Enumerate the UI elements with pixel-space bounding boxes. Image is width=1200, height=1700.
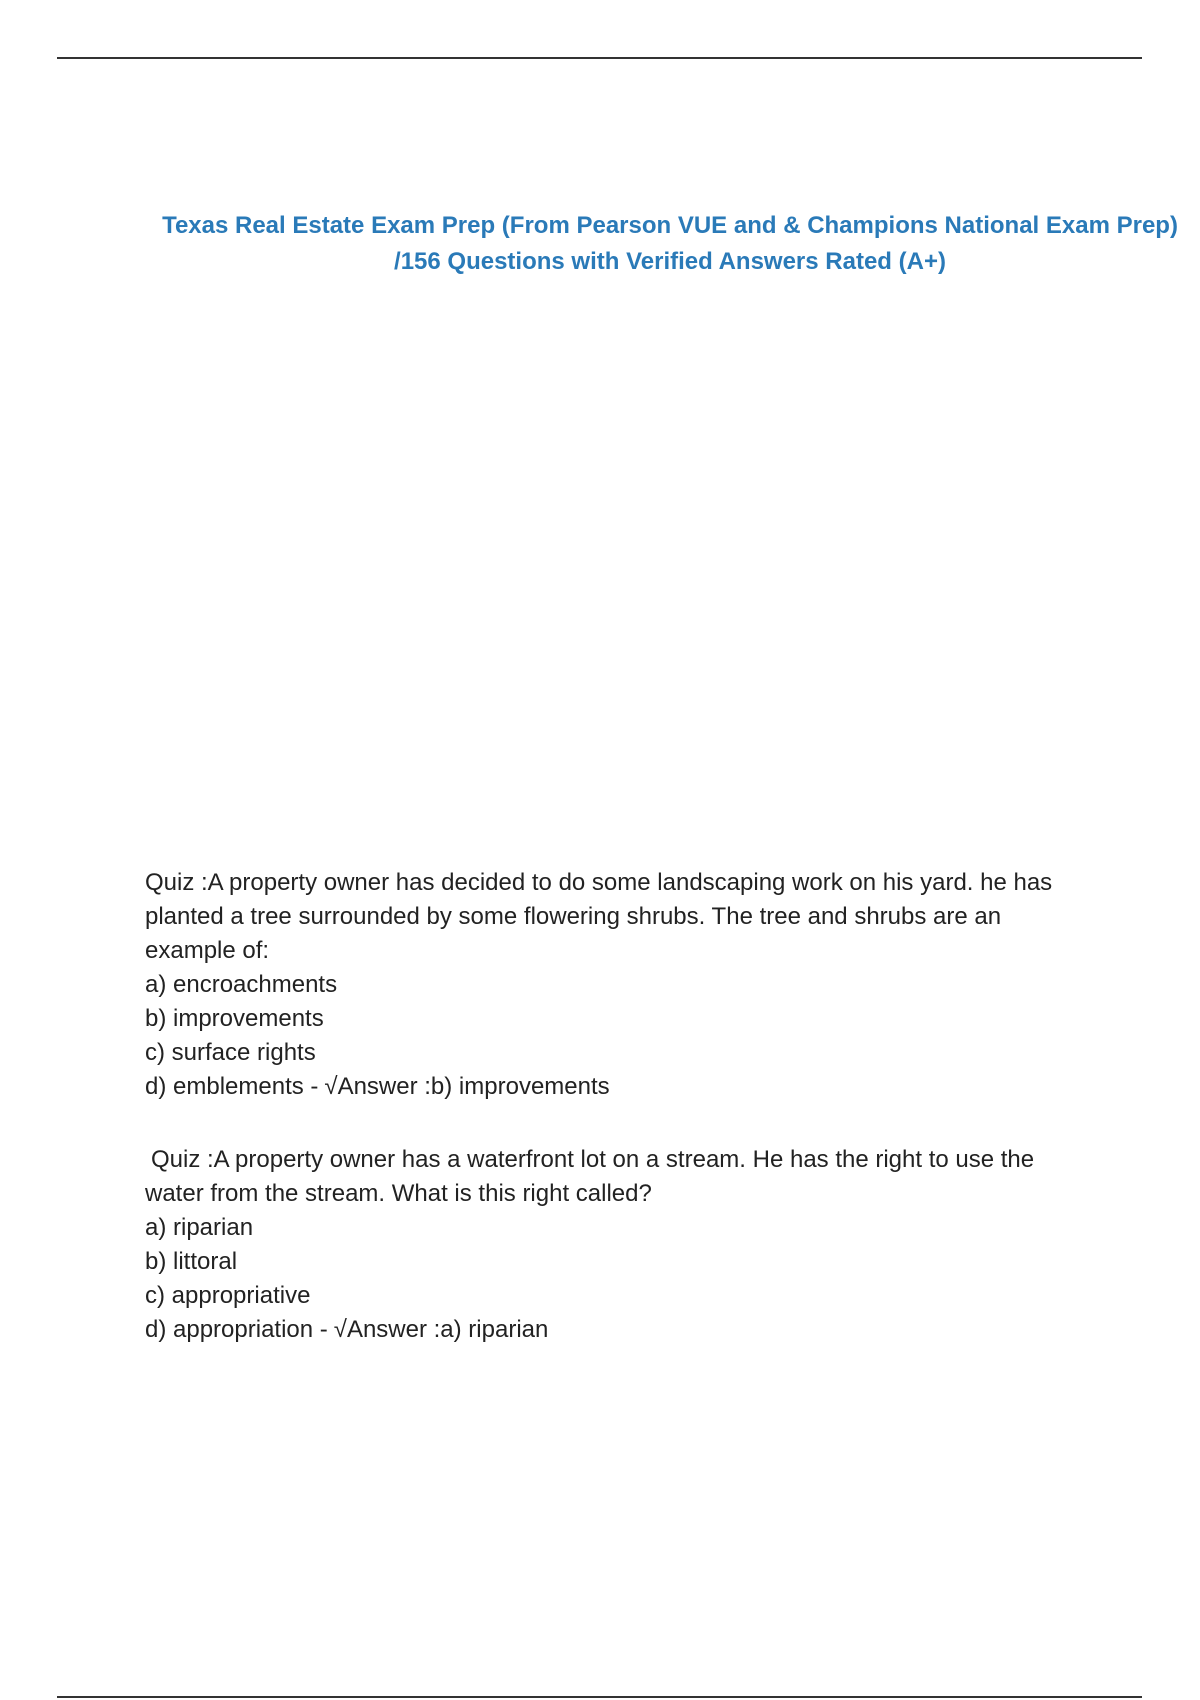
quiz-question: Quiz :A property owner has a waterfront lot on a stream. He has the right to use the water from the stream. What is this right called? bbox=[145, 1146, 1035, 1207]
quiz-question: Quiz :A property owner has decided to do some landscaping work on his yard. he has planted a tree surrounded by some flowering shrubs. The tree and shrubs are an example of: bbox=[145, 869, 1053, 964]
quiz-option-b: b) littoral bbox=[145, 1248, 238, 1275]
footer-rule bbox=[57, 1696, 1142, 1698]
quiz-option-d: d) appropriation - bbox=[145, 1316, 328, 1343]
quiz-answer: √Answer :b) improvements bbox=[324, 1073, 610, 1100]
quiz-option-c: c) surface rights bbox=[145, 1039, 316, 1066]
quiz-option-d: d) emblements - bbox=[145, 1073, 319, 1100]
quiz-item-2 bbox=[145, 1143, 1065, 1347]
quiz-option-a: a) encroachments bbox=[145, 971, 338, 998]
header-rule bbox=[57, 57, 1142, 59]
title-line-1: Texas Real Estate Exam Prep (From Pearson VUE and & Champions National Exam Prep) bbox=[162, 212, 1178, 239]
quiz-option-d-with-answer bbox=[145, 1313, 1065, 1347]
title-line-2: /156 Questions with Verified Answers Rated (A+) bbox=[394, 248, 946, 275]
quiz-option-c: c) appropriative bbox=[145, 1282, 311, 1309]
quiz-item-1 bbox=[145, 866, 1065, 1104]
quiz-answer: √Answer :a) riparian bbox=[333, 1316, 549, 1343]
quiz-option-b: b) improvements bbox=[145, 1005, 324, 1032]
quiz-option-d-with-answer bbox=[145, 1070, 1065, 1104]
document-title bbox=[140, 208, 1200, 280]
quiz-option-a: a) riparian bbox=[145, 1214, 254, 1241]
